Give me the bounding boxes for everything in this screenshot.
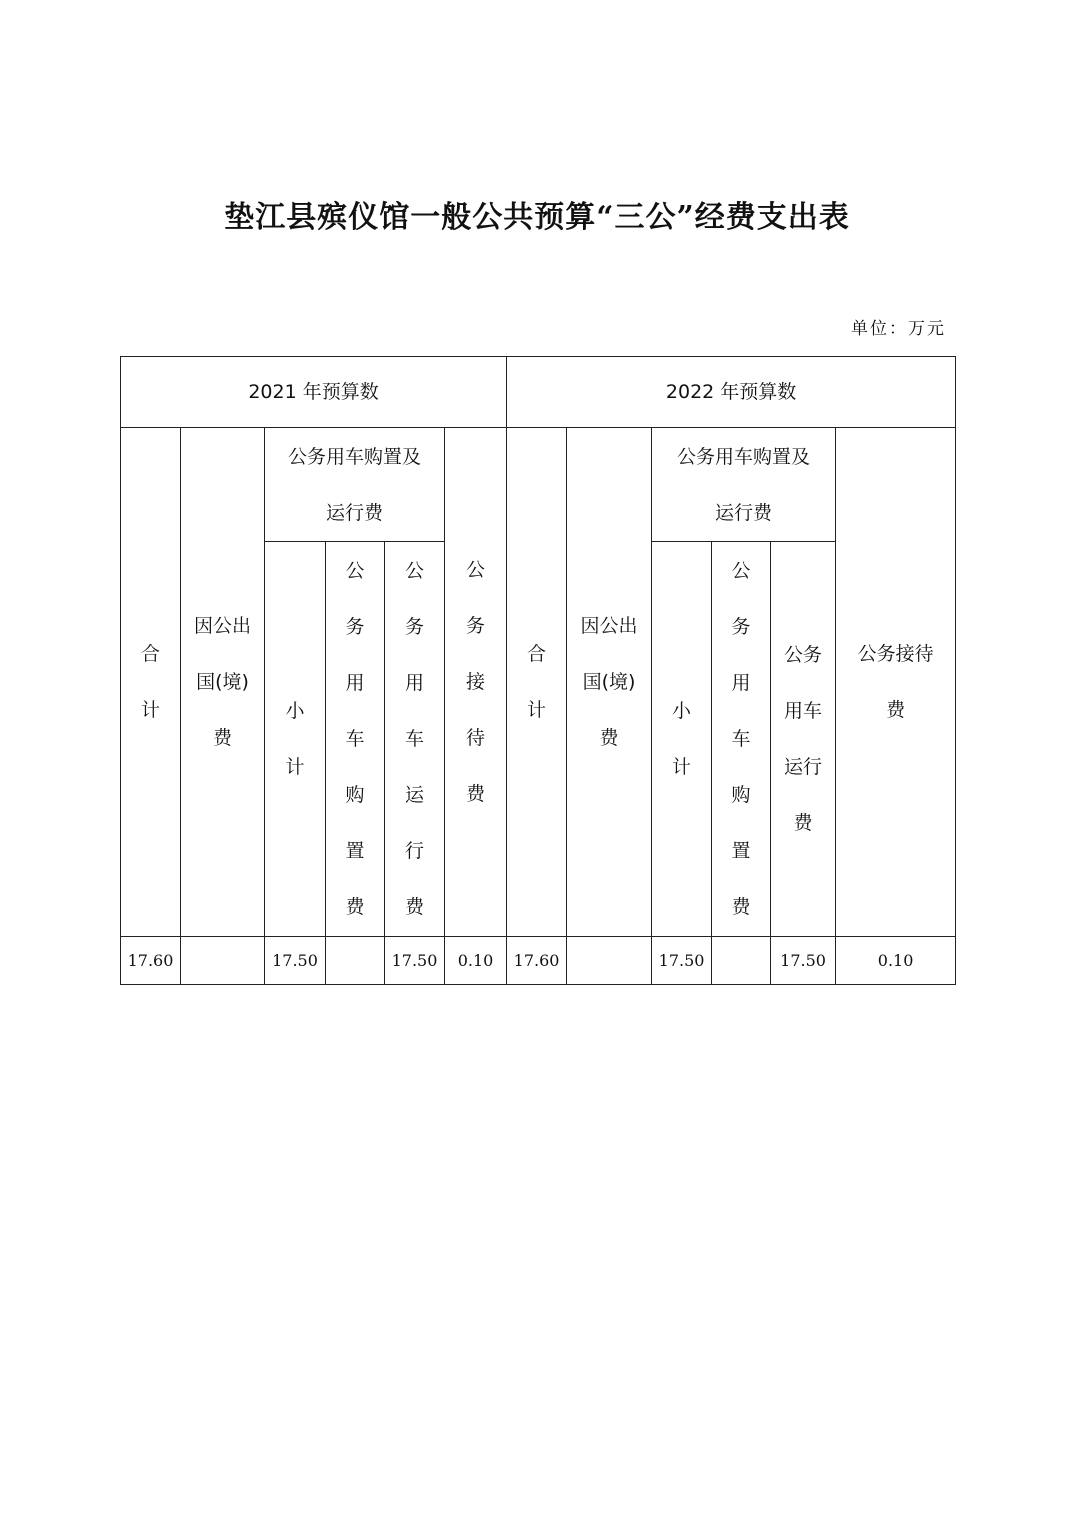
header-2021-vehicle-purchase: [326, 542, 385, 937]
header-2021-vehicle-group-label: 公务用车购置及运行费: [287, 445, 421, 524]
header-2022-vehicle-group: [652, 428, 836, 542]
data-row: [121, 937, 956, 985]
value-2022-abroad: [567, 937, 652, 985]
value-2021-vehicle-purchase: [326, 937, 385, 985]
value-2022-vehicle-operation: 17.50: [771, 937, 836, 985]
header-2022-vehicle-operation: [771, 542, 836, 937]
header-2021-vehicle-group: [265, 428, 445, 542]
header-2022-total-label: 合计: [527, 643, 547, 721]
value-2022-reception: 0.10: [836, 937, 956, 985]
header-2021-vehicle-purchase-label: 公务用车购置费: [345, 560, 365, 918]
header-2022-vehicle-purchase-label: 公务用车购置费: [731, 560, 751, 918]
value-2022-subtotal: 17.50: [652, 937, 712, 985]
header-2021-total-label: 合计: [140, 643, 160, 721]
header-2022-reception: [836, 428, 956, 937]
header-2021-reception: [445, 428, 507, 937]
header-2022-vehicle-group-label: 公务用车购置及运行费: [677, 445, 811, 524]
header-2021-subtotal-label: 小计: [285, 700, 305, 778]
value-2021-subtotal: 17.50: [265, 937, 326, 985]
header-2021-abroad-label: 因公出国(境)费: [193, 615, 251, 749]
value-2021-vehicle-operation: 17.50: [385, 937, 445, 985]
value-2021-abroad: [181, 937, 265, 985]
header-2022-total: [507, 428, 567, 937]
header-2022-abroad: [567, 428, 652, 937]
value-2022-total: 17.60: [507, 937, 567, 985]
value-2022-vehicle-purchase: [712, 937, 771, 985]
header-2021-abroad: [181, 428, 265, 937]
header-2022-abroad-label: 因公出国(境)费: [580, 615, 638, 749]
header-2022-vehicle-operation-label: 公务用车运行费: [784, 644, 823, 834]
year-2022-header: 2022 年预算数: [507, 357, 956, 428]
header-2021-total: [121, 428, 181, 937]
column-header-row-1: [121, 428, 956, 542]
year-2021-header: 2021 年预算数: [121, 357, 507, 428]
header-2022-subtotal: [652, 542, 712, 937]
three-public-expenses-table: [120, 356, 956, 985]
year-header-row: [121, 357, 956, 428]
document-title: 垫江县殡仪馆一般公共预算“三公”经费支出表: [224, 200, 850, 235]
value-2021-reception: 0.10: [445, 937, 507, 985]
header-2021-vehicle-operation-label: 公务用车运行费: [404, 560, 424, 918]
value-2021-total: 17.60: [121, 937, 181, 985]
header-2021-reception-label: 公务接待费: [466, 559, 486, 805]
header-2022-subtotal-label: 小计: [672, 700, 692, 778]
header-2021-vehicle-operation: [385, 542, 445, 937]
header-2021-subtotal: [265, 542, 326, 937]
unit-label: 单位：万元: [851, 319, 946, 339]
header-2022-reception-label: 公务接待费: [857, 643, 934, 721]
header-2022-vehicle-purchase: [712, 542, 771, 937]
